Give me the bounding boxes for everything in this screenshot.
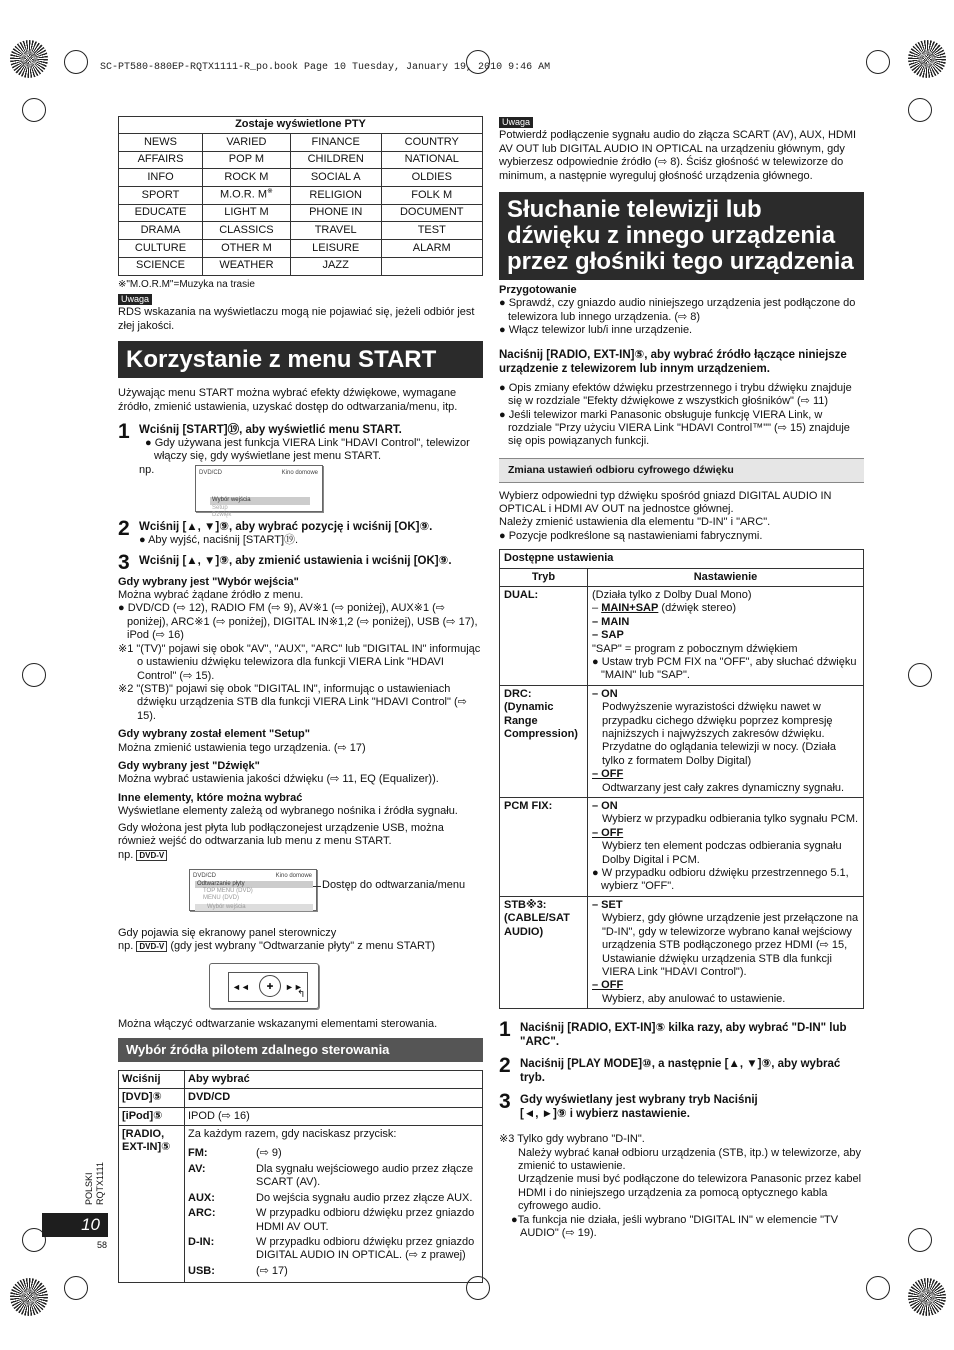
pty-cell — [119, 222, 203, 240]
pty-value: NEWS — [143, 135, 177, 148]
digital-text-1: Wybierz odpowiedni typ dźwięku spośród gniazd DIGITAL AUDIO IN OPTICAL i HDMI AV OUT na jednostce głównej. — [499, 489, 832, 515]
pty-value: WEATHER — [219, 259, 274, 272]
pty-table-body — [119, 134, 483, 276]
step-bullet: ● Aby wyjść, naciśnij [START]⑲. — [139, 534, 299, 547]
stb-off-text: Wybierz, aby anulować to ustawienie. — [602, 992, 786, 1005]
footnote-3: ※3 Tylko gdy wybrano "D-IN". — [499, 1133, 645, 1146]
screen-mode: Kino domowe — [281, 470, 318, 477]
dual-line: – SAP — [592, 629, 624, 642]
pty-cell — [119, 204, 203, 222]
step-heading: Wciśnij [▲, ▼]⑨, aby wybrać pozycję i wciśnij [OK]⑨. — [139, 521, 433, 534]
pty-value: FOLK M — [411, 188, 453, 201]
radio-source-item — [188, 1163, 479, 1190]
page-number: 10 — [42, 1213, 108, 1237]
pty-cell — [119, 257, 203, 275]
pty-value: M.O.R. M — [219, 189, 268, 202]
digital-heading: Zmiana ustawień odbioru cyfrowego dźwięku — [499, 458, 864, 483]
pty-value: RELIGION — [309, 188, 362, 201]
radio-intro: Za każdym razem, gdy naciskasz przycisk: — [188, 1128, 397, 1141]
example-label: np. — [118, 849, 134, 862]
footnote-3-bullet: ●Ta funkcja nie działa, jeśli wybrano "DIGITAL IN" w elemencie "TV AUDIO" (⇨ 19). — [511, 1213, 839, 1240]
source-value: DVD/CD — [185, 1089, 483, 1107]
pty-cell — [202, 222, 290, 240]
pty-cell — [202, 134, 290, 152]
step-number: 1 — [499, 1018, 511, 1042]
screen-menu-item: Setup — [212, 504, 228, 511]
pty-value: SCIENCE — [136, 259, 185, 272]
screen-menu-list — [195, 881, 313, 911]
pty-value: TRAVEL — [314, 224, 357, 237]
stb-key: STB※3: (CABLE/SAT AUDIO) — [500, 896, 588, 1008]
return-icon: ↰ — [297, 988, 306, 1000]
panel-example — [118, 940, 483, 953]
registration-mark — [64, 50, 88, 74]
corner-mark-bottom-left — [10, 1278, 48, 1316]
dual-line: – MAIN — [592, 615, 630, 628]
pty-cell — [290, 222, 381, 240]
pty-value: CULTURE — [134, 241, 187, 254]
dual-line: – MAIN+SAP (dźwięk stereo) — [592, 602, 736, 615]
control-panel-inner — [228, 972, 308, 1002]
panel-text: Gdy pojawia się ekranowy panel sterowniczy — [118, 926, 337, 939]
radio-source-item — [188, 1192, 479, 1205]
radio-source-desc: Dla sygnału wejściowego audio przez złącze SCART (AV). — [256, 1162, 474, 1189]
pty-cell — [202, 257, 290, 275]
pty-value: SPORT — [141, 188, 180, 201]
radio-source-item — [188, 1236, 479, 1263]
pty-cell — [119, 134, 203, 152]
radio-ext-in-cell — [185, 1126, 483, 1283]
dual-key: DUAL: — [500, 586, 588, 685]
pty-cell — [119, 169, 203, 187]
screen-menu-item: Wybór wejścia — [195, 904, 313, 911]
print-header: SC-PT580-880EP-RQTX1111-R_po.book Page 10 Tuesday, January 19, 2010 9:46 AM — [100, 62, 551, 73]
footnote-3-line-2: Należy wybrać kanał odbioru urządzenia (STB, itp.) w telewizorze, aby zmienić to ustawienie. — [518, 1146, 861, 1173]
example-label: np. — [118, 940, 134, 953]
pty-value: CHILDREN — [307, 153, 364, 166]
start-menu-title: Korzystanie z menu START — [118, 341, 483, 378]
right-step-2 — [499, 1054, 864, 1085]
pty-cell — [381, 134, 483, 152]
pty-cell — [290, 204, 381, 222]
sound-text: Można wybrać ustawienia jakości dźwięku (⇨ 11, EQ (Equalizer)). — [118, 773, 439, 786]
pty-value: COUNTRY — [404, 135, 459, 148]
pty-footnote: ※"M.O.R.M"=Muzyka na trasie — [118, 278, 255, 290]
stb-set-text: Wybierz, gdy główne urządzenie jest przełączone na "D-IN", gdy w telewizorze wybrano kanał wejściowy urządzenia STB podłączonego przez HDMI (⇨ 15, Ustawianie dźwięku urządzenia STB dla funkcji VIERA Link "HDAVI Control"). — [602, 912, 859, 978]
pty-cell — [202, 151, 290, 169]
sound-heading: Gdy wybrany jest "Dźwięk" — [118, 759, 260, 772]
step-heading: Naciśnij [RADIO, EXT-IN]⑤ kilka razy, aby wybrać "D-IN" lub "ARC". — [520, 1022, 847, 1049]
footnote-mark: ※ — [267, 188, 273, 196]
pcm-bullet: ● W przypadku odbioru dźwięku przestrzennego 5.1, wybierz "OFF". — [592, 867, 849, 893]
prep-bullet-1: ● Sprawdź, czy gniazdo audio niniejszego urządzenia jest podłączone do telewizora lub innego urządzenia. (⇨ 8) — [499, 297, 856, 323]
table-row — [119, 187, 483, 205]
pty-cell — [381, 169, 483, 187]
pty-table — [118, 116, 483, 276]
callout-line — [313, 886, 321, 887]
corner-mark-bottom-right — [908, 1278, 946, 1316]
source-col-select: Aby wybrać — [185, 1070, 483, 1088]
table-row — [119, 240, 483, 258]
language-label: POLSKI — [84, 1172, 94, 1205]
pcm-off-text: Wybierz ten element podczas odbierania sygnału Dolby Digital i PCM. — [602, 840, 842, 866]
pty-value: CLASSICS — [219, 224, 274, 237]
table-row — [500, 685, 864, 797]
stb-set: – SET — [592, 898, 623, 911]
pcm-off: – OFF — [592, 826, 624, 839]
pty-cell — [381, 187, 483, 205]
other-text-2: Gdy włożona jest płyta lub podłączonejest urządzenie USB, można również wejść do odtwarzania lub menu z menu START. — [118, 821, 444, 847]
dpad-icon: ✚ — [259, 975, 281, 997]
pty-cell — [290, 187, 381, 205]
dual-main-sap: MAIN+SAP — [601, 602, 659, 615]
radio-source-key: AV: — [188, 1162, 206, 1175]
table-row — [119, 1107, 483, 1125]
radio-source-desc: (⇨ 9) — [256, 1147, 282, 1160]
pty-value: ROCK M — [224, 171, 269, 184]
registration-mark — [908, 98, 932, 122]
pty-value: OLDIES — [411, 171, 452, 184]
radio-source-item — [188, 1265, 479, 1278]
dual-main-sap-note: (dźwięk stereo) — [658, 602, 736, 615]
corner-mark-top-right — [908, 40, 946, 78]
settings-title: Dostępne ustawienia — [500, 550, 864, 568]
input-list: ● DVD/CD (⇨ 12), RADIO FM (⇨ 9), AV※1 (⇨ poniżej), AUX※1 (⇨ poniżej), ARC※1 (⇨ poniżej), DIGITAL IN※1,2 (⇨ poniżej), USB (⇨ 17), iPod (⇨ 16) — [118, 602, 478, 642]
pty-value: PHONE IN — [309, 206, 363, 219]
pty-table-title: Zostaje wyświetlone PTY — [119, 117, 483, 134]
registration-mark — [908, 663, 932, 687]
corner-mark-top-left — [10, 40, 48, 78]
table-row — [119, 204, 483, 222]
radio-source-desc: (⇨ 17) — [256, 1264, 288, 1277]
pty-cell — [119, 240, 203, 258]
press-bullet-2: ● Jeśli telewizor marki Panasonic obsługuje funkcję VIERA Link, w rozdziale "Przy użyciu VIERA Link "HDAVI Control™"" (⇨ 15) znajduje się opis powiązanych funkcji. — [499, 408, 850, 448]
step-number: 3 — [118, 550, 130, 574]
step-number: 2 — [118, 517, 130, 541]
screen-menu-item: Odtwarzanie płyty — [195, 881, 313, 888]
pty-value: INFO — [147, 171, 174, 184]
settings-table — [499, 549, 864, 1009]
digital-text-2: Należy zmienić ustawienia dla elementu "D-IN" i "ARC". — [499, 516, 771, 529]
listening-title: Słuchanie telewizji lub dźwięku z innego urządzenia przez głośniki tego urządzenia — [499, 192, 864, 280]
setup-heading: Gdy wybrany został element "Setup" — [118, 728, 310, 741]
radio-source-item — [188, 1207, 479, 1234]
pty-cell — [381, 222, 483, 240]
table-row — [119, 1089, 483, 1107]
radio-source-key: USB: — [188, 1264, 215, 1277]
pty-cell — [202, 169, 290, 187]
pty-value: SOCIAL A — [310, 171, 361, 184]
footnote-2: ※2 "(STB)" pojawi się obok "DIGITAL IN", informując o ustawieniach dźwięku urządzenia STB dla funkcji VIERA Link "HDAVI Control" (⇨ 15). — [118, 682, 467, 722]
registration-mark — [866, 50, 890, 74]
playback-menu-screen — [189, 869, 317, 911]
note-badge: Uwaga — [499, 117, 533, 128]
pty-value: DRAMA — [140, 224, 181, 237]
step-bullet: ● Gdy używana jest funkcja VIERA Link "HDAVI Control", telewizor włączy się, gdy wyświetlane jest menu START. — [145, 437, 470, 463]
screen-mode: Kino domowe — [275, 872, 312, 879]
registration-mark — [22, 98, 46, 122]
pty-cell — [202, 240, 290, 258]
footnote-3-line-3: Urządzenie musi być podłączone do telewizora Panasonic przez kabel HDMI i do niniejszego urządzenia za pomocą optycznego kabla cyfrowego audio. — [518, 1173, 862, 1213]
dual-values — [588, 586, 864, 685]
radio-source-key: FM: — [188, 1147, 208, 1160]
table-row — [119, 222, 483, 240]
table-row — [500, 798, 864, 897]
dual-line: ● Ustaw tryb PCM FIX na "OFF", aby słuchać dźwięku "MAIN" lub "SAP". — [592, 655, 857, 682]
connection-note: Potwierdź podłączenie sygnału audio do złącza SCART (AV), AUX, HDMI AV OUT lub DIGITAL AUDIO IN OPTICAL na urządzeniu głównym, gdy wybierzesz odpowiednie źródło (⇨ 8). Ściśz głośność w telewizorze do minimum, a następnie wyreguluj głośność urządzenia głównego. — [499, 129, 857, 182]
step-number: 1 — [118, 419, 130, 443]
dvd-v-badge: DVD-V — [136, 941, 167, 952]
prep-bullet-2: ● Włącz telewizor lub/i inne urządzenie. — [499, 324, 693, 337]
rds-note: RDS wskazania na wyświetlaczu mogą nie pojawiać się, jeżeli odbiór jest złej jakości. — [118, 306, 475, 332]
pty-cell — [290, 257, 381, 275]
screen-menu-item: MENU (DVD) — [203, 895, 239, 902]
control-panel-screen — [209, 963, 319, 1009]
step-heading: Naciśnij [PLAY MODE]⑩, a następnie [▲, ▼]⑨, aby wybrać tryb. — [520, 1058, 841, 1085]
press-heading: Naciśnij [RADIO, EXT-IN]⑤, aby wybrać źródło łączące niniejsze urządzenie z telewizorem lub innym urządzeniem. — [499, 348, 847, 375]
remote-source-table — [118, 1070, 483, 1283]
pty-value: LIGHT M — [224, 206, 269, 219]
source-key: [DVD]⑤ — [119, 1089, 185, 1107]
table-row — [119, 257, 483, 275]
pty-value: POP M — [228, 153, 265, 166]
source-value: IPOD (⇨ 16) — [185, 1107, 483, 1125]
pty-cell — [290, 134, 381, 152]
pcm-on-text: Wybierz w przypadku odbierania tylko sygnału PCM. — [602, 813, 859, 826]
table-row — [119, 1126, 483, 1283]
example-line — [118, 849, 483, 862]
other-heading: Inne elementy, które można wybrać — [118, 791, 303, 804]
dvd-v-badge: DVD-V — [136, 850, 167, 861]
rewind-icon: ◄◄ — [232, 981, 250, 992]
footnote-1: ※1 "(TV)" pojawi się obok "AV", "AUX", "ARC" lub "DIGITAL IN" informując o ustawieniu dźwięku telewizora dla funkcji VIERA Link "HDAVI Control" (⇨ 15). — [118, 642, 481, 682]
drc-values — [588, 685, 864, 797]
source-table-body — [119, 1089, 483, 1126]
pty-value: NATIONAL — [404, 153, 459, 166]
dual-line: "SAP" = program z pobocznym dźwiękiem — [592, 642, 798, 655]
pcm-key: PCM FIX: — [500, 798, 588, 897]
left-column — [118, 116, 483, 1283]
radio-source-key: D-IN: — [188, 1235, 215, 1248]
pty-cell — [119, 187, 203, 205]
step-number: 3 — [499, 1090, 511, 1114]
pty-cell — [381, 257, 483, 275]
radio-source-list — [188, 1147, 479, 1278]
input-text: Można wybrać żądane źródło z menu. — [118, 589, 304, 602]
step-number: 2 — [499, 1054, 511, 1078]
fast-forward-icon: ►► — [285, 981, 303, 992]
pty-cell — [381, 204, 483, 222]
pty-value: ALARM — [412, 241, 451, 254]
table-row — [119, 169, 483, 187]
pty-cell — [290, 240, 381, 258]
note-badge: Uwaga — [118, 294, 152, 305]
table-row — [119, 151, 483, 169]
press-bullet-1: ● Opis zmiany efektów dźwięku przestrzennego i trybu dźwięku znajduje się w rozdziale "Efekty dźwiękowe z wszystkich głośników" (⇨ 11) — [499, 381, 852, 408]
pty-cell — [381, 240, 483, 258]
setup-text: Można zmienić ustawienia tego urządzenia. (⇨ 17) — [118, 741, 366, 754]
playback-screen-row — [118, 869, 483, 921]
drc-key: DRC: (Dynamic Range Compression) — [500, 685, 588, 797]
radio-source-desc: W przypadku odbioru dźwięku przez gniazdo HDMI AV OUT. — [256, 1207, 475, 1233]
screen-menu-item: Dźwięk — [212, 511, 232, 518]
small-page-number: 58 — [97, 1240, 108, 1250]
drc-on-text: Podwyższenie wyrazistości dźwięku nawet w przypadku cichego dźwięku poprzez kompresję najniższych i najwyższych zakresów dźwięku. Przydatne do oglądania telewizji w nocy. (Działa tylko z formatem Dolby Digital) — [602, 701, 836, 767]
pty-value: OTHER M — [221, 241, 272, 254]
radio-source-desc: W przypadku odbioru dźwięku przez gniazdo DIGITAL AUDIO IN OPTICAL. (⇨ z prawej) — [256, 1235, 475, 1262]
screen-source: DVD/CD — [199, 470, 223, 477]
screen-menu-item: TOP MENU (DVD) — [203, 888, 253, 895]
pty-value: FINANCE — [311, 135, 360, 148]
pty-cell — [290, 151, 381, 169]
right-step-3 — [499, 1090, 864, 1121]
control-text: Można włączyć odtwarzanie wskazanymi elementami sterowania. — [118, 1017, 438, 1030]
playback-callout: Dostęp do odtwarzania/menu — [322, 878, 466, 891]
screen-menu-item: Wybór wejścia — [210, 497, 310, 504]
drc-off: – OFF — [592, 768, 624, 781]
remote-source-heading: Wybór źródła pilotem zdalnego sterowania — [118, 1038, 483, 1062]
pty-value: TEST — [417, 224, 446, 237]
model-code: RQTX1111 — [95, 1161, 105, 1205]
settings-col-value: Nastawienie — [588, 568, 864, 586]
pty-cell — [290, 169, 381, 187]
pcm-on: – ON — [592, 800, 618, 813]
registration-mark — [908, 1228, 932, 1252]
side-language — [84, 1162, 106, 1205]
example-label: np. — [139, 463, 155, 476]
radio-source-key: AUX: — [188, 1191, 215, 1204]
screen-menu-list — [210, 497, 310, 519]
dual-line: (Działa tylko z Dolby Dual Mono) — [592, 588, 752, 601]
prep-heading: Przygotowanie — [499, 284, 577, 297]
stb-values — [588, 896, 864, 1008]
radio-source-item — [188, 1147, 479, 1160]
table-row — [500, 586, 864, 685]
pty-cell — [119, 151, 203, 169]
screen-source: DVD/CD — [193, 872, 217, 879]
table-row — [119, 134, 483, 152]
step-2 — [118, 517, 483, 547]
pty-value: EDUCATE — [134, 206, 187, 219]
drc-on: – ON — [592, 687, 618, 700]
source-key: [iPod]⑤ — [119, 1107, 185, 1125]
registration-mark — [866, 1276, 890, 1300]
pty-cell — [202, 204, 290, 222]
pcm-values — [588, 798, 864, 897]
step-heading: Wciśnij [START]⑲, aby wyświetlić menu START. — [139, 423, 402, 436]
right-column — [499, 116, 864, 1240]
pty-value: VARIED — [226, 135, 267, 148]
start-menu-screen — [195, 465, 323, 518]
step-heading: Gdy wyświetlany jest wybrany tryb Naciśnij [◄, ►]⑨ i wybierz nastawienie. — [520, 1094, 758, 1121]
settings-col-mode: Tryb — [500, 568, 588, 586]
pty-value: DOCUMENT — [399, 206, 464, 219]
drc-off-text: Odtwarzany jest cały zakres dynamiczny sygnału. — [602, 781, 845, 794]
stb-off: – OFF — [592, 979, 624, 992]
registration-mark — [64, 1276, 88, 1300]
digital-bullet: ● Pozycje podkreślone są nastawieniami fabrycznymi. — [499, 529, 763, 542]
pty-cell — [202, 187, 290, 205]
radio-ext-in-key: [RADIO, EXT-IN]⑤ — [119, 1126, 185, 1283]
right-step-1 — [499, 1018, 864, 1049]
pty-value: JAZZ — [322, 259, 349, 272]
radio-source-desc: Do wejścia sygnału audio przez złącze AUX. — [256, 1191, 473, 1204]
start-menu-intro: Używając menu START można wybrać efekty dźwiękowe, wymagane źródło, zmienić ustawienia, uzyskać dostęp do odtwarzania/menu, itp. — [118, 387, 458, 413]
step-3 — [118, 550, 483, 574]
input-heading: Gdy wybrany jest "Wybór wejścia" — [118, 575, 299, 588]
other-text-1: Wyświetlane elementy zależą od wybranego nośnika i źródła sygnału. — [118, 805, 458, 818]
registration-mark — [22, 663, 46, 687]
radio-source-key: ARC: — [188, 1207, 216, 1220]
pty-value: LEISURE — [312, 241, 360, 254]
source-col-press: Wciśnij — [119, 1070, 185, 1088]
panel-example-text: (gdy jest wybrany "Odtwarzanie płyty" z menu START) — [170, 940, 436, 953]
pty-value: AFFAIRS — [137, 153, 184, 166]
table-row — [500, 896, 864, 1008]
pty-cell — [381, 151, 483, 169]
step-heading: Wciśnij [▲, ▼]⑨, aby zmienić ustawienia i wciśnij [OK]⑨. — [139, 554, 452, 567]
